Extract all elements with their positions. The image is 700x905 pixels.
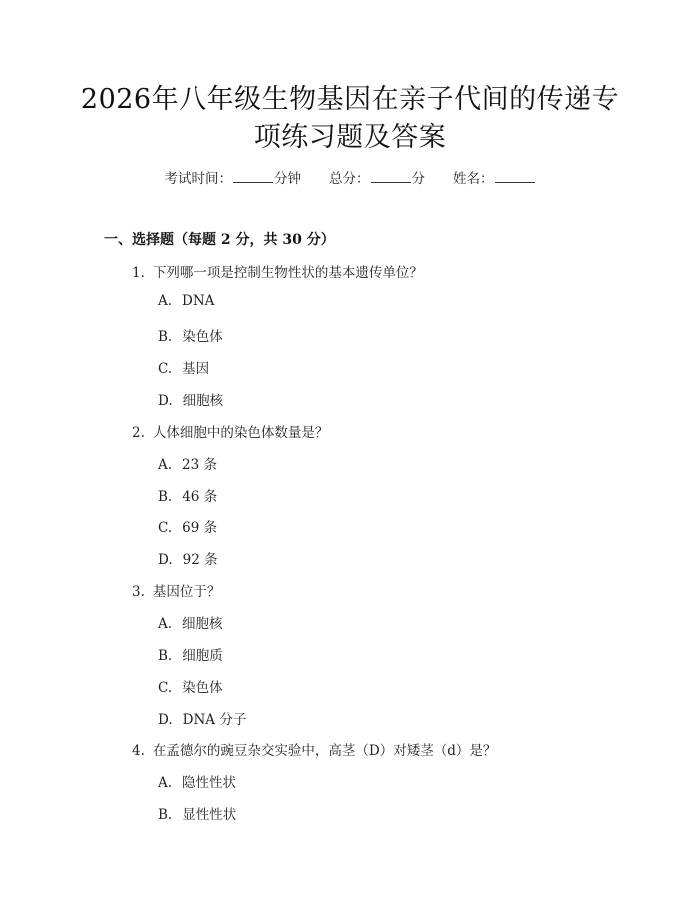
option-text: 92 条 — [182, 552, 218, 568]
name-field — [453, 167, 536, 187]
option-letter: B. — [158, 489, 173, 505]
question-number: 4. — [132, 743, 145, 759]
question-text: 在孟德尔的豌豆杂交实验中，高茎（D）对矮茎（d）是？ — [152, 743, 497, 759]
option-letter: D. — [158, 552, 173, 568]
exam-meta-row — [0, 167, 700, 187]
option-item — [158, 612, 223, 632]
name-blank — [495, 168, 535, 183]
option-item — [158, 325, 223, 345]
option-text: 显性性状 — [182, 807, 237, 823]
option-text: DNA — [182, 293, 215, 309]
page-title-line-1: 2026年八年级生物基因在亲子代间的传递专 — [80, 84, 620, 115]
option-text: 染色体 — [182, 680, 223, 696]
question-item — [132, 261, 423, 281]
option-text: 染色体 — [182, 329, 223, 345]
option-item — [158, 516, 217, 536]
option-item — [158, 676, 223, 696]
option-letter: C. — [158, 520, 173, 536]
option-text: 23 条 — [182, 457, 218, 473]
question-text: 基因位于？ — [152, 584, 221, 600]
option-item — [158, 548, 218, 568]
total-score-blank — [371, 168, 411, 183]
option-text: DNA 分子 — [182, 712, 247, 728]
option-letter: B. — [158, 807, 173, 823]
option-letter: B. — [158, 648, 173, 664]
exam-time-unit: 分钟 — [274, 171, 301, 187]
option-text: 46 条 — [182, 489, 218, 505]
option-item — [158, 803, 236, 823]
option-text: 细胞核 — [182, 616, 223, 632]
option-letter: C. — [158, 361, 173, 377]
exam-time-field — [165, 167, 302, 187]
option-letter: D. — [158, 393, 173, 409]
question-text: 下列哪一项是控制生物性状的基本遗传单位？ — [152, 265, 423, 281]
option-text: 基因 — [182, 361, 210, 377]
question-text: 人体细胞中的染色体数量是？ — [152, 425, 329, 441]
option-item — [158, 453, 217, 473]
option-text: 隐性性状 — [182, 775, 237, 791]
option-text: 69 条 — [182, 520, 218, 536]
exam-time-label: 考试时间： — [164, 171, 232, 187]
option-letter: B. — [158, 329, 173, 345]
section-heading-multiple-choice: 一、选择题（每题 2 分，共 30 分） — [104, 232, 335, 248]
question-number: 1. — [132, 265, 145, 281]
question-item — [132, 580, 220, 600]
option-letter: A. — [158, 293, 173, 309]
page-title-line-2: 项练习题及答案 — [253, 122, 447, 153]
option-item — [158, 357, 209, 377]
option-letter: D. — [158, 712, 173, 728]
exam-time-blank — [233, 168, 273, 183]
question-number: 2. — [132, 425, 145, 441]
option-letter: A. — [158, 616, 173, 632]
option-letter: A. — [158, 457, 173, 473]
option-item — [158, 771, 236, 791]
total-score-unit: 分 — [411, 171, 425, 187]
question-number: 3. — [132, 584, 145, 600]
total-score-field — [329, 167, 425, 187]
option-letter: A. — [158, 775, 173, 791]
option-item — [158, 293, 214, 309]
question-item — [132, 739, 496, 759]
option-text: 细胞质 — [182, 648, 223, 664]
option-item — [158, 708, 246, 728]
question-item — [132, 421, 328, 441]
option-item — [158, 644, 223, 664]
name-label: 姓名： — [453, 171, 494, 187]
option-text: 细胞核 — [182, 393, 224, 409]
total-score-label: 总分： — [329, 171, 370, 187]
option-item — [158, 389, 223, 409]
option-item — [158, 485, 217, 505]
option-letter: C. — [158, 680, 173, 696]
